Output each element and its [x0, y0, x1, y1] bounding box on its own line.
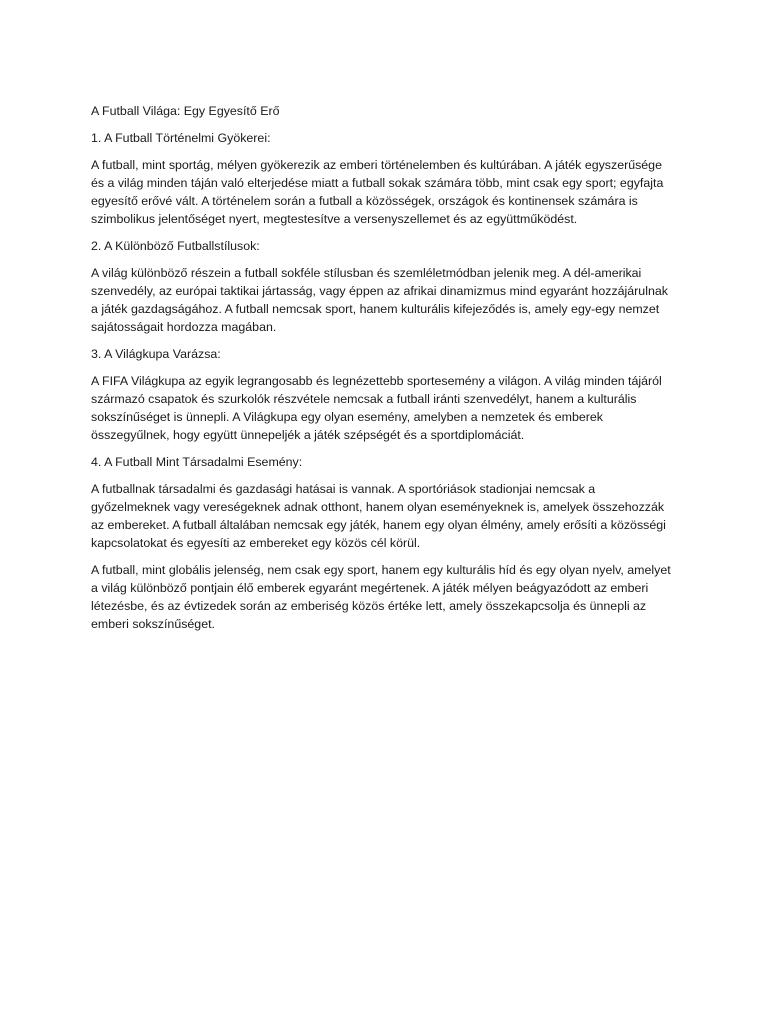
section-paragraph: A futballnak társadalmi és gazdasági hatásai is vannak. A sportóriások stadionjai nemcsak a győzelmeknek vagy vereségeknek adnak otthont, hanem olyan eseményeknek is, amelyek összehozzák az embereket. A futball általában nemcsak egy játék, hanem egy olyan élmény, amely erősíti a közösségi kapcsolatokat és egyesíti az embereket egy közös cél körül. — [91, 482, 666, 550]
section-paragraph: A futball, mint sportág, mélyen gyökerezik az emberi történelemben és kultúrában. A játék egyszerűsége és a világ minden táján való elterjedése miatt a futball sokak számára több, mint csak egy sport; egyfajta egyesítő erővé vált. A történelem során a futball a közösségek, országok és kontinensek számára is szimbolikus jelentőséget nyert, megtestesítve a versenyszellemet és az együttműködést. — [91, 158, 664, 226]
section-heading: 4. A Futball Mint Társadalmi Esemény: — [91, 455, 303, 469]
conclusion-paragraph: A futball, mint globális jelenség, nem csak egy sport, hanem egy kulturális híd és egy olyan nyelv, amelyet a világ különböző pontjain élő emberek egyaránt megértenek. A játék mélyen beágyazódott az emberi létezésbe, és az évtizedek során az emberiség közös értéke lett, amely összekapcsolja és ünnepli az emberi sokszínűséget. — [91, 563, 671, 631]
section-heading: 3. A Világkupa Varázsa: — [91, 347, 221, 361]
section-heading: 1. A Futball Történelmi Gyökerei: — [91, 131, 271, 145]
section-paragraph: A világ különböző részein a futball sokféle stílusban és szemléletmódban jelenik meg. A dél-amerikai szenvedély, az európai taktikai jártasság, vagy éppen az afrikai dinamizmus mind egyaránt hozzájárulnak a játék gazdagságához. A futball nemcsak sport, hanem kulturális kifejeződés is, amely egy-egy nemzet sajátosságait hordozza magában. — [91, 266, 668, 334]
document-body — [91, 102, 677, 642]
section-paragraph: A FIFA Világkupa az egyik legrangosabb és legnézettebb sportesemény a világon. A világ minden tájáról származó csapatok és szurkolók részvétele nemcsak a futball iránti szenvedélyt, hanem a kulturális sokszínűséget is ünnepli. A Világkupa egy olyan esemény, amelyben a nemzetek és emberek összegyűlnek, hogy együtt ünnepeljék a játék szépségét és a sportdiplomáciát. — [91, 374, 662, 442]
section-heading: 2. A Különböző Futballstílusok: — [91, 239, 260, 253]
document-title: A Futball Világa: Egy Egyesítő Erő — [91, 104, 280, 118]
